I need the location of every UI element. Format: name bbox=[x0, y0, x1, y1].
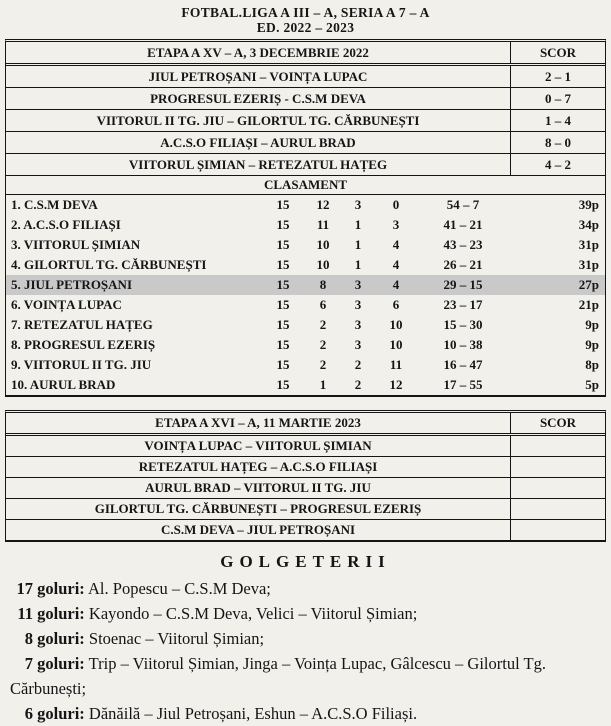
etapa-16-header-row bbox=[6, 413, 605, 436]
goal-record: 23 – 17 bbox=[443, 297, 483, 312]
goal-count: 17 bbox=[16, 579, 33, 598]
matches-played: 15 bbox=[276, 257, 290, 272]
points: 27p bbox=[578, 277, 599, 292]
golgeterii-list bbox=[5, 572, 606, 726]
wins: 10 bbox=[316, 257, 330, 272]
scorer-entry bbox=[10, 601, 601, 626]
goal-record: 10 – 38 bbox=[443, 337, 483, 352]
matches-played: 15 bbox=[276, 277, 290, 292]
etapa-15-table bbox=[5, 39, 606, 397]
goluri-label: goluri: bbox=[37, 579, 85, 598]
scorer-names: Al. Popescu – C.S.M Deva; bbox=[88, 579, 271, 598]
team-name: 6. VOINȚA LUPAC bbox=[11, 297, 122, 312]
losses: 11 bbox=[389, 357, 403, 372]
points: 31p bbox=[578, 257, 599, 272]
team-name: 10. AURUL BRAD bbox=[11, 377, 116, 392]
draws: 3 bbox=[354, 337, 362, 352]
scorer-names: Dănăilă – Jiul Petroșani, Eshun – A.C.S.O Filiași. bbox=[88, 704, 418, 723]
draws: 3 bbox=[354, 197, 362, 212]
draws: 3 bbox=[354, 317, 362, 332]
team-name: 3. VIITORUL ȘIMIAN bbox=[11, 237, 141, 252]
points: 8p bbox=[585, 357, 599, 372]
points: 9p bbox=[585, 317, 599, 332]
team-name: 4. GILORTUL TG. CĂRBUNEȘTI bbox=[11, 257, 207, 272]
standings-row bbox=[6, 335, 605, 355]
matches-played: 15 bbox=[276, 237, 290, 252]
losses: 0 bbox=[392, 197, 400, 212]
fixture: VIITORUL ȘIMIAN – RETEZATUL HAȚEG bbox=[6, 154, 511, 175]
goal-record: 26 – 21 bbox=[443, 257, 483, 272]
losses: 4 bbox=[392, 237, 400, 252]
wins: 2 bbox=[319, 357, 327, 372]
fixture: C.S.M DEVA – JIUL PETROȘANI bbox=[6, 520, 511, 540]
team-name: 8. PROGRESUL EZERIȘ bbox=[11, 337, 156, 352]
matches-played: 15 bbox=[276, 377, 290, 392]
standings-row bbox=[6, 235, 605, 255]
standings-row bbox=[6, 195, 605, 215]
fixture: A.C.S.O FILIAȘI – AURUL BRAD bbox=[6, 132, 511, 153]
wins: 11 bbox=[316, 217, 330, 232]
team-name: 5. JIUL PETROȘANI bbox=[11, 277, 132, 292]
standings-row bbox=[6, 355, 605, 375]
losses: 4 bbox=[392, 257, 400, 272]
goal-record: 17 – 55 bbox=[443, 377, 483, 392]
score: 1 – 4 bbox=[545, 112, 571, 128]
losses: 12 bbox=[389, 377, 403, 392]
scorer-entry bbox=[10, 701, 601, 726]
etapa-15-title: ETAPA A XV – A, 3 DECEMBRIE 2022 bbox=[6, 42, 511, 63]
wins: 12 bbox=[316, 197, 330, 212]
goluri-label: goluri: bbox=[37, 704, 85, 723]
draws: 1 bbox=[354, 257, 362, 272]
goal-count: 6 bbox=[24, 704, 33, 723]
fixture: RETEZATUL HAȚEG – A.C.S.O FILIAȘI bbox=[6, 457, 511, 477]
wins: 1 bbox=[319, 377, 327, 392]
goluri-label: goluri: bbox=[37, 654, 85, 673]
match-row bbox=[6, 154, 605, 176]
wins: 10 bbox=[316, 237, 330, 252]
scorer-entry bbox=[10, 626, 601, 651]
fixture: PROGRESUL EZERIȘ - C.S.M DEVA bbox=[6, 88, 511, 109]
etapa-16-table bbox=[5, 410, 606, 542]
clasament-header: CLASAMENT bbox=[6, 176, 605, 195]
goal-record: 29 – 15 bbox=[443, 277, 483, 292]
goal-record: 16 – 47 bbox=[443, 357, 483, 372]
points: 39p bbox=[578, 197, 599, 212]
goluri-label: goluri: bbox=[37, 604, 85, 623]
matches-played: 15 bbox=[276, 297, 290, 312]
matches-played: 15 bbox=[276, 317, 290, 332]
matches-played: 15 bbox=[276, 217, 290, 232]
team-name: 1. C.S.M DEVA bbox=[11, 197, 98, 212]
match-row bbox=[6, 110, 605, 132]
scor-column-header: SCOR bbox=[539, 415, 577, 430]
matches-played: 15 bbox=[276, 197, 290, 212]
draws: 1 bbox=[354, 217, 362, 232]
standings-row bbox=[6, 295, 605, 315]
points: 5p bbox=[585, 377, 599, 392]
standings-row bbox=[6, 255, 605, 275]
score-empty bbox=[511, 457, 605, 477]
score-empty bbox=[511, 499, 605, 519]
score-empty bbox=[511, 478, 605, 498]
team-name: 9. VIITORUL II TG. JIU bbox=[11, 357, 152, 372]
goal-count: 7 bbox=[24, 654, 33, 673]
match-row bbox=[6, 436, 605, 457]
points: 21p bbox=[578, 297, 599, 312]
score: 4 – 2 bbox=[545, 156, 571, 172]
match-row bbox=[6, 66, 605, 88]
draws: 3 bbox=[354, 277, 362, 292]
score: 2 – 1 bbox=[545, 68, 571, 84]
league-title-line2: ED. 2022 – 2023 bbox=[256, 20, 355, 35]
fixture: VIITORUL II TG. JIU – GILORTUL TG. CĂRBUNEȘTI bbox=[6, 110, 511, 131]
draws: 3 bbox=[354, 297, 362, 312]
scor-column-header: SCOR bbox=[539, 44, 577, 60]
draws: 2 bbox=[354, 357, 362, 372]
standings-row bbox=[6, 215, 605, 235]
losses: 10 bbox=[389, 317, 403, 332]
points: 31p bbox=[578, 237, 599, 252]
matches-played: 15 bbox=[276, 337, 290, 352]
losses: 10 bbox=[389, 337, 403, 352]
scorer-names: Trip – Viitorul Șimian, Jinga – Voința Lupac, Gâlcescu – Gilortul Tg. Cărbunești; bbox=[10, 654, 546, 698]
wins: 8 bbox=[319, 277, 327, 292]
match-row bbox=[6, 520, 605, 540]
score: 0 – 7 bbox=[545, 90, 571, 106]
score: 8 – 0 bbox=[545, 134, 571, 150]
goal-record: 15 – 30 bbox=[443, 317, 483, 332]
scorer-names: Kayondo – C.S.M Deva, Velici – Viitorul Șimian; bbox=[88, 604, 418, 623]
scorer-entry bbox=[10, 651, 601, 701]
goal-record: 54 – 7 bbox=[446, 197, 480, 212]
match-row bbox=[6, 88, 605, 110]
fixture: GILORTUL TG. CĂRBUNEȘTI – PROGRESUL EZERIȘ bbox=[6, 499, 511, 519]
points: 9p bbox=[585, 337, 599, 352]
matches-played: 15 bbox=[276, 357, 290, 372]
etapa-15-header-row bbox=[6, 42, 605, 66]
goal-count: 11 bbox=[17, 604, 33, 623]
wins: 2 bbox=[319, 337, 327, 352]
standings-row bbox=[6, 375, 605, 395]
standings-row bbox=[6, 315, 605, 335]
fixture: VOINȚA LUPAC – VIITORUL ȘIMIAN bbox=[6, 436, 511, 456]
goal-record: 43 – 23 bbox=[443, 237, 483, 252]
draws: 1 bbox=[354, 237, 362, 252]
losses: 4 bbox=[392, 277, 400, 292]
score-empty bbox=[511, 520, 605, 540]
team-name: 7. RETEZATUL HAȚEG bbox=[11, 317, 153, 332]
scorer-entry bbox=[10, 576, 601, 601]
wins: 2 bbox=[319, 317, 327, 332]
losses: 6 bbox=[392, 297, 400, 312]
scorer-names: Stoenac – Viitorul Șimian; bbox=[88, 629, 265, 648]
match-row bbox=[6, 457, 605, 478]
score-empty bbox=[511, 436, 605, 456]
draws: 2 bbox=[354, 377, 362, 392]
goal-count: 8 bbox=[24, 629, 33, 648]
goal-record: 41 – 21 bbox=[443, 217, 483, 232]
team-name: 2. A.C.S.O FILIAȘI bbox=[11, 217, 121, 232]
points: 34p bbox=[578, 217, 599, 232]
wins: 6 bbox=[319, 297, 327, 312]
league-title bbox=[5, 3, 606, 39]
match-row bbox=[6, 132, 605, 154]
etapa-16-title: ETAPA A XVI – A, 11 MARTIE 2023 bbox=[6, 413, 511, 433]
match-row bbox=[6, 478, 605, 499]
golgeterii-title: GOLGETERII bbox=[220, 552, 391, 571]
fixture: JIUL PETROȘANI – VOINȚA LUPAC bbox=[6, 66, 511, 87]
goluri-label: goluri: bbox=[37, 629, 85, 648]
standings-row-highlighted bbox=[6, 275, 605, 295]
league-title-line1: FOTBAL.LIGA A III – A, SERIA A 7 – A bbox=[181, 5, 430, 20]
losses: 3 bbox=[392, 217, 400, 232]
match-row bbox=[6, 499, 605, 520]
fixture: AURUL BRAD – VIITORUL II TG. JIU bbox=[6, 478, 511, 498]
